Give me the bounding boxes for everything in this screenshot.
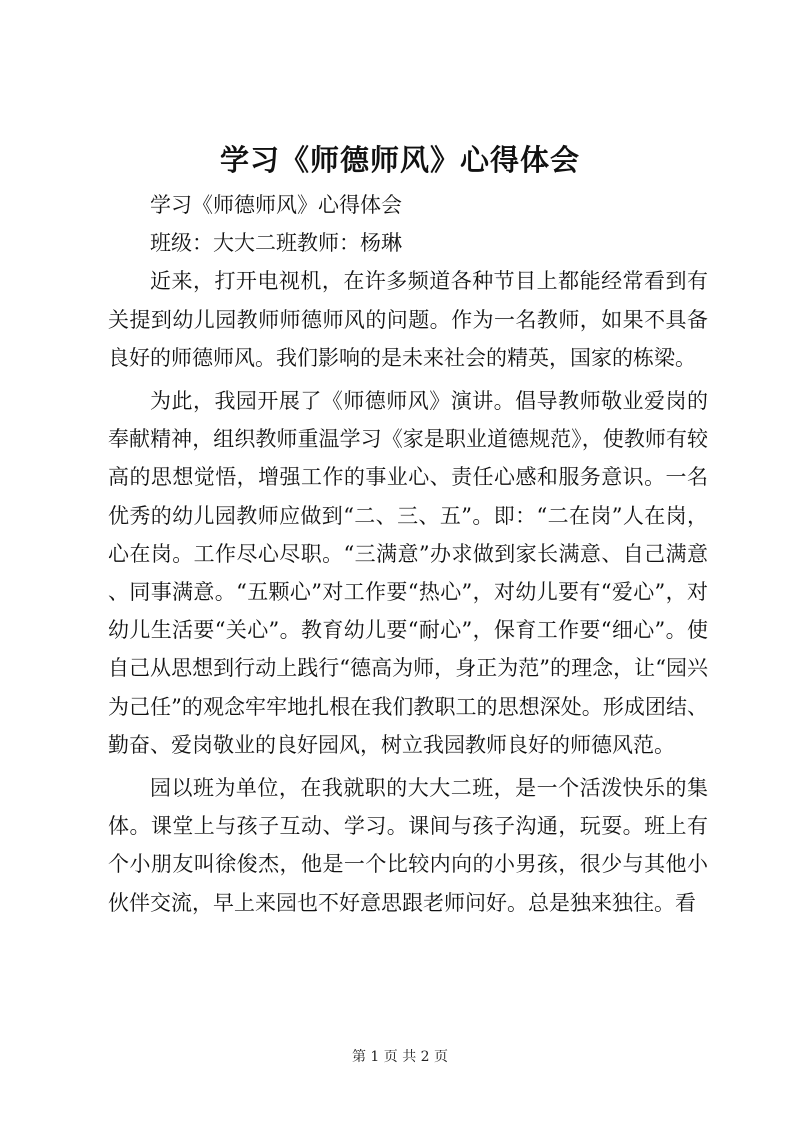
document-title: 学习《师德师风》心得体会 [219, 143, 580, 177]
class-teacher-paragraph: 班级：大大二班教师：杨琳 [150, 231, 402, 256]
page-footer: 第 1 页 共 2 页 [351, 1049, 449, 1065]
subtitle-paragraph: 学习《师德师风》心得体会 [150, 193, 402, 217]
document-body [108, 186, 708, 922]
body-paragraph-1: 近来，打开电视机，在许多频道各种节目上都能经常看到有关提到幼儿园教师师德师风的问题。作为一名教师，如果不具备良好的师德师风。我们影响的是未来社会的精英，国家的栋梁。 [108, 269, 708, 370]
body-paragraph-2: 为此，我园开展了《师德师风》演讲。倡导教师敬业爱岗的奉献精神，组织教师重温学习《家是职业道德规范》，使教师有较高的思想觉悟，增强工作的事业心、责任心感和服务意识。一名优秀的幼儿园教师应做到“二、三、五”。即：“二在岗”人在岗，心在岗。工作尽心尽职。“三满意”办求做到家长满意、自己满意、同事满意。“五颗心”对工作要“热心”，对幼儿要有“爱心”，对幼儿生活要“关心”。教育幼儿要“耐心”，保育工作要“细心”。使自己从思想到行动上践行“德高为师，身正为范”的理念，让“园兴为己任”的观念牢牢地扎根在我们教职工的思想深处。形成团结、勤奋、爱岗敬业的良好园风，树立我园教师良好的师德风范。 [108, 389, 708, 757]
body-paragraph-3: 园以班为单位，在我就职的大大二班，是一个活泼快乐的集体。课堂上与孩子互动、学习。课间与孩子沟通，玩耍。班上有个小朋友叫徐俊杰，他是一个比较内向的小男孩，很少与其他小伙伴交流，早上来园也不好意思跟老师问好。总是独来独往。看 [108, 776, 708, 915]
